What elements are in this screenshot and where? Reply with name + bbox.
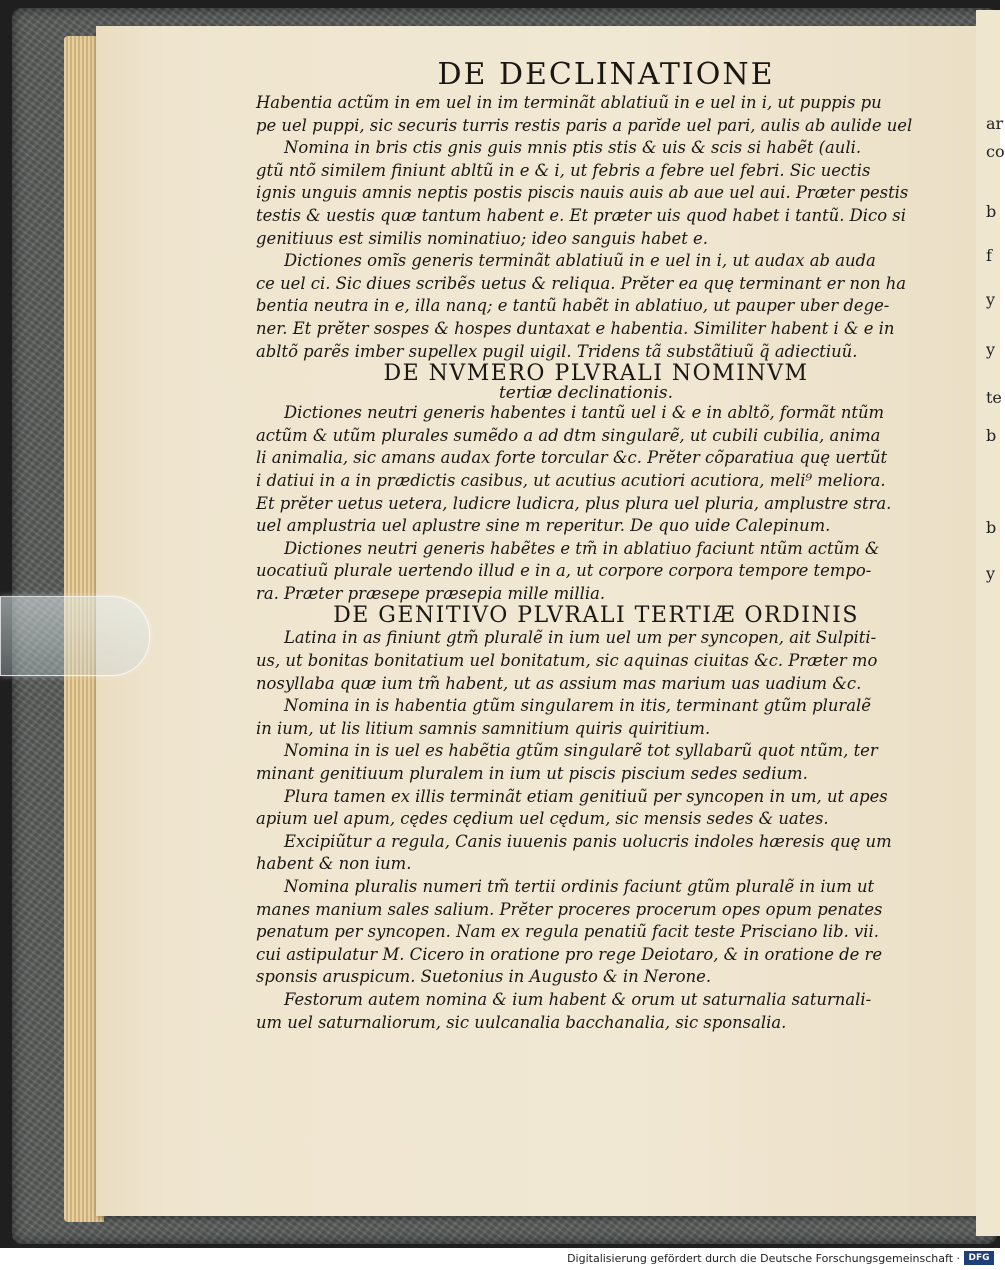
text-line: Excipiũtur a regula, Canis iuuenis panis uolucris indoles hæresis quę um xyxy=(284,831,892,851)
page-title: DE DECLINATIONE xyxy=(437,57,775,92)
text-line: Dictiones neutri generis habẽtes e tm̃ in ablatiuo faciunt ntũm actũm & xyxy=(284,538,880,558)
text-line: bentia neutra in e, illa nanq; e tantũ habẽt in ablatiuo, ut pauper uber dege- xyxy=(256,296,890,316)
text-line: ner. Et prĕter sospes & hospes duntaxat e habentia. Similiter habent i & e in xyxy=(256,318,895,338)
facing-page-fragment: f xyxy=(986,246,992,265)
facing-page-fragment: co xyxy=(986,142,1005,161)
text-line: Latina in as finiunt gtm̃ pluralẽ in ium uel um per syncopen, ait Sulpiti- xyxy=(284,628,877,648)
text-line: Habentia actũm in em uel in im terminãt ablatiuũ in e uel in i, ut puppis pu xyxy=(256,93,882,112)
facing-page-fragment: y xyxy=(986,564,996,583)
text-line: Nomina in bris ctis gnis guis mnis ptis stis & uis & scis si habẽt (auli. xyxy=(284,138,862,158)
text-line: Et prĕter uetus uetera, ludicre ludicra, plus plura uel pluria, amplustre stra. xyxy=(256,493,892,513)
text-line: nosyllaba quæ ium tm̃ habent, ut as assium mas marium uas uadium &c. xyxy=(256,673,862,693)
text-line: genitiuus est similis nominatiuo; ideo sanguis habet e. xyxy=(256,228,708,248)
text-line: us, ut bonitas bonitatium uel bonitatum, sic aquinas ciuitas &c. Præter mo xyxy=(256,651,878,671)
text-line: habent & non ium. xyxy=(256,854,412,874)
text-line: pe uel puppi, sic securis turris restis paris a parĭde uel pari, aulis ab aulide uel xyxy=(256,115,913,135)
dfg-logo: DFG xyxy=(964,1251,994,1265)
facing-page-fragment: y xyxy=(986,290,996,309)
section-heading: DE NVMERO PLVRALI NOMINVM xyxy=(383,361,809,387)
text-line: Dictiones neutri generis habentes i tantũ uel i & e in abltõ, formãt ntũm xyxy=(284,403,885,423)
text-line: ce uel ci. Sic diues scribẽs uetus & reliqua. Prĕter ea quę terminant er non ha xyxy=(256,273,907,293)
text-line: uocatiuũ plurale uertendo illud e in a, ut corpore corpora tempore tempo- xyxy=(256,561,872,581)
text-line: Nomina in is habentia gtũm singularem in itis, terminant gtũm pluralẽ xyxy=(284,696,871,716)
text-line: Plura tamen ex illis terminãt etiam genitiuũ per syncopen in um, ut apes xyxy=(284,786,888,806)
plastic-bookmark xyxy=(0,596,150,676)
text-line: actũm & utũm plurales sumẽdo a ad dtm singularẽ, ut cubili cubilia, anima xyxy=(256,425,881,445)
text-line: in ium, ut lis litium samnis samnitium quiris quiritium. xyxy=(256,718,711,738)
section-subheading: tertiæ declinationis. xyxy=(498,383,674,404)
text-line: cui astipulatur M. Cicero in oratione pro rege Deiotaro, & in oratione de re xyxy=(256,944,883,964)
facing-page-fragment: b xyxy=(986,518,997,537)
facing-page-fragment: b xyxy=(986,202,997,221)
text-line: testis & uestis quæ tantum habent e. Et præter uis quod habet i tantũ. Dico si xyxy=(256,205,906,225)
text-line: ignis unguis amnis neptis postis piscis nauis auis ab aue uel aui. Præter pestis xyxy=(256,183,909,203)
facing-page-fragment: b xyxy=(986,426,997,445)
text-line: minant genitiuum pluralem in ium ut piscis piscium sedes sedium. xyxy=(256,764,808,784)
facing-page-edge xyxy=(976,10,1005,1236)
text-line: Dictiones omĩs generis terminãt ablatiuũ in e uel in i, ut audax ab auda xyxy=(284,251,876,271)
text-line: Nomina pluralis numeri tm̃ tertii ordinis faciunt gtũm pluralẽ in ium ut xyxy=(284,877,875,896)
section-heading: DE GENITIVO PLVRALI TERTIÆ ORDINIS xyxy=(333,603,859,629)
text-line: abltõ parẽs imber supellex pugil uigil. Tridens tã substãtiuũ q̃ adiectiuũ. xyxy=(256,341,858,361)
facing-page-fragment: y xyxy=(986,340,996,359)
page-text xyxy=(256,57,913,1034)
text-line: manes manium sales salium. Prĕter proceres procerum opes opum penates xyxy=(256,899,883,919)
text-line: apium uel apum, cędes cędium uel cędum, sic mensis sedes & uates. xyxy=(256,809,829,829)
text-line: sponsis aruspicum. Suetonius in Augusto & in Nerone. xyxy=(256,967,712,987)
text-line: Festorum autem nomina & ium habent & orum ut saturnalia saturnali- xyxy=(284,989,872,1009)
text-line: penatum per syncopen. Nam ex regula penatiũ facit teste Prisciano lib. vii. xyxy=(256,922,879,942)
facing-page-fragment: te xyxy=(986,388,1002,407)
facing-page-fragment: ar xyxy=(986,114,1004,133)
funding-credit: Digitalisierung gefördert durch die Deutsche Forschungsgemeinschaft · xyxy=(567,1252,960,1265)
text-line: ra. Præter præsepe præsepia mille millia. xyxy=(256,583,606,603)
text-line: uel amplustria uel aplustre sine m reperitur. De quo uide Calepinum. xyxy=(256,516,831,536)
text-line: um uel saturnaliorum, sic uulcanalia bacchanalia, sic sponsalia. xyxy=(256,1012,787,1032)
text-line: li animalia, sic amans audax forte torcular &c. Prĕter cõparatiua quę uertũt xyxy=(256,448,888,468)
text-line: Nomina in is uel es habẽtia gtũm singularẽ tot syllabarũ quot ntũm, ter xyxy=(284,741,878,761)
text-line: gtũ ntõ similem finiunt abltũ in e & i, ut febris a febre uel febri. Sic uectis xyxy=(256,160,871,180)
text-line: i datiui in a in prædictis casibus, ut acutius acutiori acutiora, meli⁹ meliora. xyxy=(256,470,886,490)
